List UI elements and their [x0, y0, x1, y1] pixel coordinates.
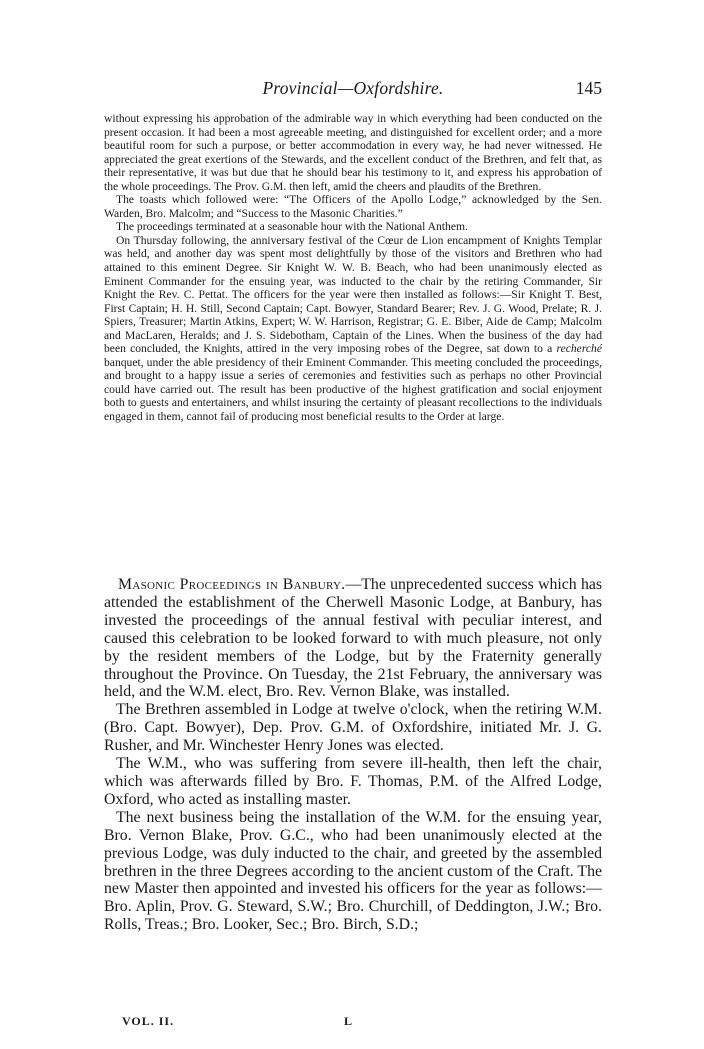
paragraph: without expressing his approbation of the admirable way in which everything had been conducted on the present occasion. It had been a most agreeable meeting, and distinguished for excellent order; and a more beautiful room for such a purpose, or better accommodation in every way, he had never witnessed. He appreciated the great exertions of the Stewards, and the excellent conduct of the Brethren, and felt that, as their representative, it was but due that he should bear his testimony to it, and express his approbation of the whole proceedings. The Prov. G.M. then left, amid the cheers and plaudits of the Brethren.: [104, 112, 602, 193]
paragraph: The Brethren assembled in Lodge at twelve o'clock, when the retiring W.M. (Bro. Capt. Bowyer), Dep. Prov. G.M. of Oxfordshire, initiated Mr. J. G. Rusher, and Mr. Winchester Henry Jones was elected.: [104, 701, 602, 755]
signature-mark: L: [344, 1014, 353, 1028]
section-heading: Masonic Proceedings in Banbury.: [118, 576, 346, 593]
running-title: Provincial—Oxfordshire.: [262, 78, 444, 98]
paragraph-text-tail: banquet, under the able presidency of their Eminent Commander. This meeting concluded the proceedings, and brought to a happy issue a series of ceremonies and festivities such as perhaps no other Provincial could have carried out. The result has been productive of the highest gratification and social enjoyment both to guests and entertainers, and whilst insuring the certainty of pleasant recollections to the individuals engaged in them, cannot fail of producing most beneficial results to the Order at large.: [104, 355, 602, 424]
paragraph-text: On Thursday following, the anniversary festival of the Cœur de Lion encampment of Knights Templar was held, and another day was spent most delightfully by those of the visitors and Brethren who had attained to this eminent Degree. Sir Knight W. W. B. Beach, who had been unanimously elected as Eminent Commander for the ensuing year, was inducted to the chair by the retiring Commander, Sir Knight the Rev. C. Pettat. The officers for the year were then installed as follows:—Sir Knight T. Best, First Captain; H. H. Still, Second Captain; Capt. Bowyer, Standard Bearer; Rev. J. G. Wood, Prelate; R. J. Spiers, Treasurer; Martin Atkins, Expert; W. W. Harrison, Registrar; G. E. Biber, Aide de Camp; Malcolm and MacLaren, Heralds; and J. S. Sidebotham, Captain of the Lines. When the business of the day had been concluded, the Knights, attired in the very imposing robes of the Degree, sat down to a: [104, 233, 602, 356]
paragraph-text: —The unprecedented success which has attended the establishment of the Cherwell Masonic Lodge, at Banbury, has invested the proceedings of the annual festival with peculiar interest, and caused this celebration to be looked forward to with much pleasure, not only by the resident members of the Lodge, but by the Fraternity generally throughout the Province. On Tuesday, the 21st February, the anniversary was held, and the W.M. elect, Bro. Rev. Vernon Blake, was installed.: [104, 576, 602, 701]
paragraph: The W.M., who was suffering from severe ill-health, then left the chair, which was afterwards filled by Bro. F. Thomas, P.M. of the Alfred Lodge, Oxford, who acted as installing master.: [104, 755, 602, 808]
volume-label: VOL. II.: [122, 1014, 175, 1028]
large-type-section: [104, 576, 602, 934]
paragraph: The next business being the installation of the W.M. for the ensuing year, Bro. Vernon Blake, Prov. G.C., who had been unanimously elected at the previous Lodge, was duly inducted to the chair, and greeted by the assembled brethren in the three Degrees according to the ancient custom of the Craft. The new Master then appointed and invested his officers for the year as follows:—Bro. Aplin, Prov. G. Steward, S.W.; Bro. Churchill, of Deddington, J.W.; Bro. Rolls, Treas.; Bro. Looker, Sec.; Bro. Birch, S.D.;: [104, 808, 602, 934]
small-type-section: [104, 112, 602, 424]
paragraph: The proceedings terminated at a seasonable hour with the National Anthem.: [116, 220, 468, 234]
italic-word: recherché: [556, 342, 602, 356]
paragraph-banbury: [104, 576, 602, 701]
paragraph-knights-templar: [104, 234, 602, 424]
paragraph: The toasts which followed were: “The Officers of the Apollo Lodge,” acknowledged by the Sen. Warden, Bro. Malcolm; and “Success to the Masonic Charities.”: [104, 193, 602, 220]
page-number: 145: [575, 78, 602, 98]
page-footer: [104, 1014, 602, 1032]
running-header: [104, 78, 602, 108]
